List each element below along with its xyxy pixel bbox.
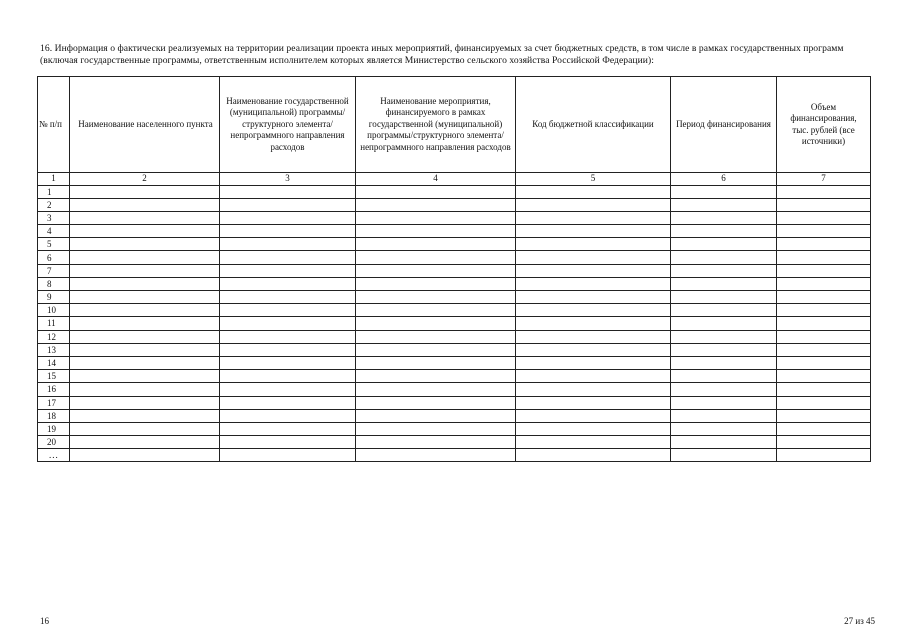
column-number: 3	[220, 173, 356, 186]
table-cell	[356, 370, 516, 383]
table-cell	[356, 330, 516, 343]
table-cell	[516, 291, 671, 304]
table-cell	[516, 225, 671, 238]
table-cell	[220, 383, 356, 396]
table-cell	[356, 396, 516, 409]
table-row	[38, 449, 871, 462]
table-cell	[671, 277, 777, 290]
table-row	[38, 251, 871, 264]
table-cell	[70, 383, 220, 396]
row-number: 15	[38, 370, 70, 383]
table-cell	[671, 185, 777, 198]
table-cell	[777, 304, 871, 317]
table-row	[38, 383, 871, 396]
table-row	[38, 198, 871, 211]
table-row	[38, 343, 871, 356]
table-cell	[70, 409, 220, 422]
activities-table	[37, 76, 871, 462]
table-cell	[220, 436, 356, 449]
table-cell	[671, 356, 777, 369]
table-cell	[777, 330, 871, 343]
table-cell	[220, 264, 356, 277]
table-cell	[777, 396, 871, 409]
column-number: 7	[777, 173, 871, 186]
table-cell	[70, 449, 220, 462]
table-cell	[220, 396, 356, 409]
table-cell	[356, 185, 516, 198]
column-number: 2	[70, 173, 220, 186]
table-cell	[516, 277, 671, 290]
table-cell	[516, 449, 671, 462]
row-number: 19	[38, 422, 70, 435]
row-number: 12	[38, 330, 70, 343]
column-number: 5	[516, 173, 671, 186]
table-cell	[70, 422, 220, 435]
table-cell	[777, 356, 871, 369]
table-cell	[516, 251, 671, 264]
table-cell	[70, 343, 220, 356]
header-row	[38, 77, 871, 173]
table-cell	[220, 304, 356, 317]
table-row	[38, 185, 871, 198]
table-cell	[777, 225, 871, 238]
table-cell	[356, 343, 516, 356]
table-cell	[516, 436, 671, 449]
table-cell	[671, 383, 777, 396]
table-cell	[516, 383, 671, 396]
table-cell	[220, 449, 356, 462]
table-cell	[220, 251, 356, 264]
row-number: 4	[38, 225, 70, 238]
table-cell	[671, 291, 777, 304]
table-cell	[777, 277, 871, 290]
table-cell	[70, 185, 220, 198]
table-cell	[70, 277, 220, 290]
table-cell	[356, 264, 516, 277]
table-cell	[356, 225, 516, 238]
table-cell	[70, 264, 220, 277]
table-row	[38, 304, 871, 317]
table-cell	[671, 330, 777, 343]
table-cell	[777, 436, 871, 449]
table-cell	[516, 370, 671, 383]
table-row	[38, 277, 871, 290]
table-cell	[356, 449, 516, 462]
table-cell	[777, 409, 871, 422]
table-cell	[777, 370, 871, 383]
page-label: 16	[40, 616, 49, 626]
table-cell	[356, 317, 516, 330]
row-number: 13	[38, 343, 70, 356]
table-cell	[671, 409, 777, 422]
table-cell	[671, 436, 777, 449]
table-row	[38, 330, 871, 343]
table-cell	[220, 343, 356, 356]
table-cell	[671, 396, 777, 409]
table-cell	[220, 211, 356, 224]
table-row	[38, 211, 871, 224]
row-number: 10	[38, 304, 70, 317]
table-row	[38, 264, 871, 277]
row-number: 7	[38, 264, 70, 277]
table-row	[38, 396, 871, 409]
row-number: 17	[38, 396, 70, 409]
table-cell	[356, 198, 516, 211]
table-cell	[220, 409, 356, 422]
table-cell	[516, 422, 671, 435]
table-cell	[356, 409, 516, 422]
table-cell	[777, 211, 871, 224]
table-cell	[516, 264, 671, 277]
table-row	[38, 225, 871, 238]
row-number: 9	[38, 291, 70, 304]
table-cell	[70, 251, 220, 264]
table-cell	[70, 238, 220, 251]
row-number: 20	[38, 436, 70, 449]
table-row	[38, 238, 871, 251]
row-number: 1	[38, 185, 70, 198]
table-cell	[777, 422, 871, 435]
table-cell	[220, 317, 356, 330]
row-number: 5	[38, 238, 70, 251]
table-cell	[220, 277, 356, 290]
table-cell	[356, 356, 516, 369]
table-cell	[220, 330, 356, 343]
header-cell-volume: Объем финансирования, тыс. рублей (все источники)	[777, 77, 871, 173]
table-cell	[516, 185, 671, 198]
table-cell	[777, 198, 871, 211]
row-number: 6	[38, 251, 70, 264]
table-cell	[70, 211, 220, 224]
table-cell	[671, 251, 777, 264]
row-number: 3	[38, 211, 70, 224]
table-cell	[220, 356, 356, 369]
table-cell	[220, 198, 356, 211]
table-cell	[70, 198, 220, 211]
table-cell	[516, 330, 671, 343]
header-cell-period: Период финансирования	[671, 77, 777, 173]
table-cell	[220, 225, 356, 238]
row-number: ...	[38, 449, 70, 462]
table-cell	[70, 225, 220, 238]
table-row	[38, 317, 871, 330]
table-cell	[516, 396, 671, 409]
table-cell	[220, 238, 356, 251]
table-cell	[671, 422, 777, 435]
table-cell	[671, 343, 777, 356]
header-cell-number: № п/п	[38, 77, 70, 173]
table-cell	[356, 304, 516, 317]
table-cell	[777, 238, 871, 251]
table-cell	[777, 317, 871, 330]
table-cell	[70, 356, 220, 369]
row-number: 8	[38, 277, 70, 290]
table-cell	[70, 291, 220, 304]
table-cell	[516, 198, 671, 211]
table-cell	[671, 198, 777, 211]
table-cell	[777, 343, 871, 356]
table-cell	[516, 356, 671, 369]
table-cell	[671, 370, 777, 383]
page-counter: 27 из 45	[844, 616, 875, 626]
table-cell	[516, 409, 671, 422]
table-cell	[356, 291, 516, 304]
row-number: 2	[38, 198, 70, 211]
table-cell	[777, 251, 871, 264]
row-number: 16	[38, 383, 70, 396]
table-cell	[70, 304, 220, 317]
table-cell	[356, 383, 516, 396]
table-cell	[671, 238, 777, 251]
table-row	[38, 370, 871, 383]
table-cell	[516, 211, 671, 224]
table-row	[38, 436, 871, 449]
table-row	[38, 291, 871, 304]
table-cell	[671, 304, 777, 317]
table-cell	[220, 370, 356, 383]
column-number-row	[38, 173, 871, 186]
header-cell-program: Наименование государственной (муниципальной) программы/структурного элемента/непрограммного направления расходов	[220, 77, 356, 173]
table-cell	[671, 264, 777, 277]
table-cell	[516, 238, 671, 251]
table-cell	[70, 396, 220, 409]
table-cell	[356, 238, 516, 251]
row-number: 11	[38, 317, 70, 330]
table-cell	[671, 211, 777, 224]
table-cell	[777, 449, 871, 462]
header-cell-activity: Наименование мероприятия, финансируемого в рамках государственной (муниципальной) программы/структурного элемента/непрограммного направления расходов	[356, 77, 516, 173]
table-cell	[671, 449, 777, 462]
table-cell	[671, 225, 777, 238]
table-cell	[671, 317, 777, 330]
table-cell	[70, 317, 220, 330]
row-number: 14	[38, 356, 70, 369]
table-row	[38, 422, 871, 435]
table-cell	[356, 251, 516, 264]
table-row	[38, 356, 871, 369]
table-cell	[70, 330, 220, 343]
table-cell	[356, 436, 516, 449]
table-cell	[516, 343, 671, 356]
table-cell	[777, 291, 871, 304]
table-cell	[220, 185, 356, 198]
table-cell	[777, 383, 871, 396]
table-cell	[356, 422, 516, 435]
table-cell	[356, 211, 516, 224]
table-body	[38, 185, 871, 462]
table-cell	[356, 277, 516, 290]
column-number: 6	[671, 173, 777, 186]
section-heading: 16. Информация о фактически реализуемых на территории реализации проекта иных мероприятий, финансируемых за счет бюджетных средств, в том числе в рамках государственных программ (включая государственные программы, ответственным исполнителем которых является Министерство сельского хозяйства Российской Федерации):	[40, 43, 844, 66]
header-cell-settlement: Наименование населенного пункта	[70, 77, 220, 173]
table-cell	[70, 436, 220, 449]
table-cell	[777, 185, 871, 198]
table-cell	[777, 264, 871, 277]
table-row	[38, 409, 871, 422]
table-cell	[70, 370, 220, 383]
row-number: 18	[38, 409, 70, 422]
column-number: 4	[356, 173, 516, 186]
table-cell	[220, 422, 356, 435]
header-cell-budget-code: Код бюджетной классификации	[516, 77, 671, 173]
table-cell	[220, 291, 356, 304]
table-cell	[516, 317, 671, 330]
table-cell	[516, 304, 671, 317]
column-number: 1	[38, 173, 70, 186]
